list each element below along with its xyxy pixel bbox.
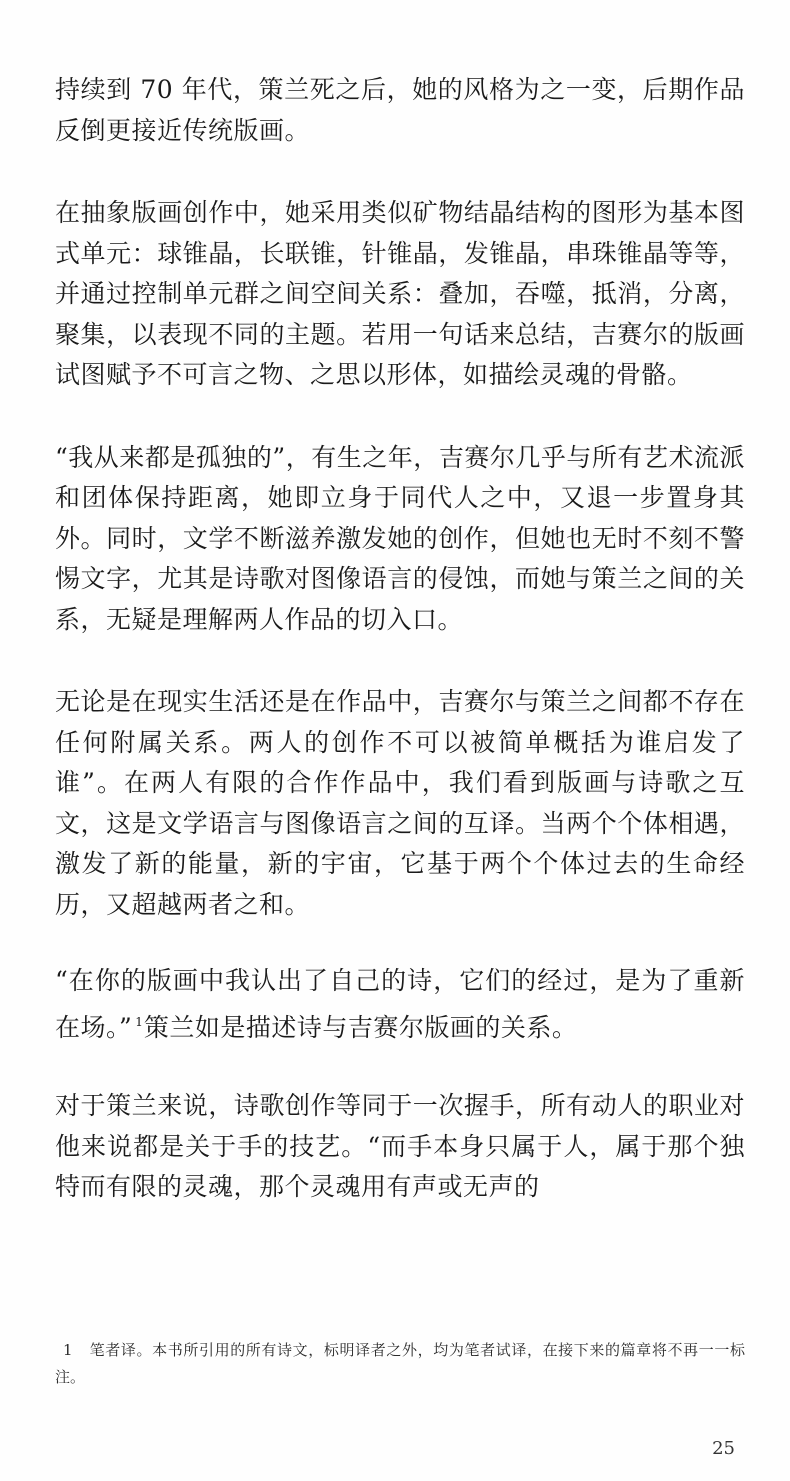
page-number: 25 (712, 1438, 735, 1459)
paragraph-2: 在抽象版画创作中，她采用类似矿物结晶结构的图形为基本图式单元：球锥晶，长联锥，针锥晶，发锥晶，串珠锥晶等等，并通过控制单元群之间空间关系：叠加，吞噬，抵消，分离，聚集，以表现不同的主题。若用一句话来总结，吉赛尔的版画试图赋予不可言之物、之思以形体，如描绘灵魂的骨骼。 (55, 198, 745, 389)
footnote-reference[interactable]: 1 (135, 1014, 143, 1029)
paragraph-3: “我从来都是孤独的”，有生之年，吉赛尔几乎与所有艺术流派和团体保持距离，她即立身于同代人之中，又退一步置身其外。同时，文学不断滋养激发她的创作，但她也无时不刻不警惕文字，尤其是诗歌对图像语言的侵蚀，而她与策兰之间的关系，无疑是理解两人作品的切入口。 (55, 442, 745, 634)
paragraph-6: 对于策兰来说，诗歌创作等同于一次握手，所有动人的职业对他来说都是关于手的技艺。“而手本身只属于人，属于那个独特而有限的灵魂，那个灵魂用有声或无声的 (55, 1091, 745, 1201)
quote-attribution: 策兰如是描述诗与吉赛尔版画的关系。 (143, 1012, 578, 1042)
paragraph-1: 持续到 70 年代，策兰死之后，她的风格为之一变，后期作品反倒更接近传统版画。 (55, 75, 745, 145)
quote-paragraph (55, 961, 745, 1048)
body-text (55, 70, 745, 1248)
quote-text: “在你的版画中我认出了自己的诗，它们的经过，是为了重新在场。” (55, 966, 745, 1042)
footnote-text: 笔者译。本书所引用的所有诗文，标明译者之外，均为笔者试译，在接下来的篇章将不再一一标注。 (55, 1341, 745, 1386)
paragraph-4: 无论是在现实生活还是在作品中，吉赛尔与策兰之间都不存在任何附属关系。两人的创作不可以被简单概括为谁启发了谁”。在两人有限的合作作品中，我们看到版画与诗歌之互文，这是文学语言与图像语言之间的互译。当两个个体相遇，激发了新的能量，新的宇宙，它基于两个个体过去的生命经历，又超越两者之和。 (55, 687, 745, 919)
footnote (55, 1337, 745, 1391)
footnote-number: 1 (63, 1341, 73, 1359)
